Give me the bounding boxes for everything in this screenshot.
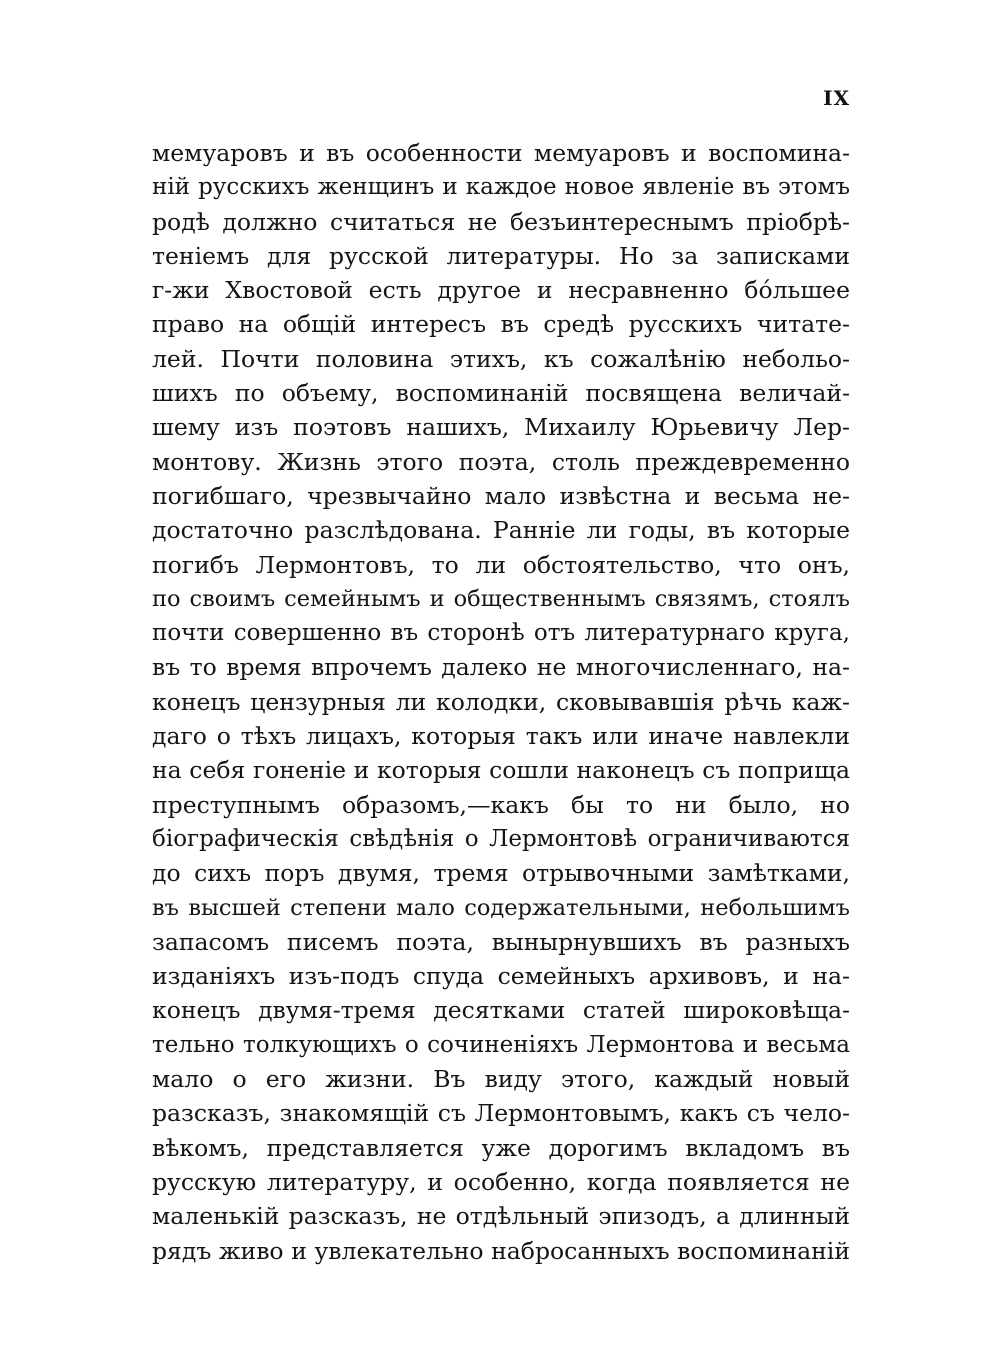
text-line: погибшаго, чрезвычайно мало извѣстна и весьма не- <box>152 481 850 510</box>
text-line: теніемъ для русской литературы. Но за записками <box>152 241 850 270</box>
text-line: право на общій интересъ въ средѣ русскихъ читате- <box>152 310 850 339</box>
text-line: преступнымъ образомъ,—какъ бы то ни было, но <box>152 790 850 819</box>
text-line: до сихъ поръ двумя, тремя отрывочными замѣтками, <box>152 859 850 888</box>
text-line: запасомъ писемъ поэта, вынырнувшихъ въ разныхъ <box>152 927 850 956</box>
text-line: рядъ живо и увлекательно набросанныхъ воспоминаній <box>152 1236 850 1265</box>
text-line: тельно толкующихъ о сочиненіяхъ Лермонтова и весьма <box>152 1031 850 1058</box>
text-line: въ высшей степени мало содержательными, небольшимъ <box>152 894 850 921</box>
text-line: шихъ по объему, воспоминаній посвящена величай- <box>152 379 850 408</box>
text-line: мало о его жизни. Въ виду этого, каждый новый <box>152 1065 850 1094</box>
text-line: родѣ должно считаться не безъинтереснымъ пріобрѣ- <box>152 207 850 236</box>
text-line: мемуаровъ и въ особенности мемуаровъ и воспомина- <box>152 139 850 167</box>
text-line: шему изъ поэтовъ нашихъ, Михаилу Юрьевичу Лер- <box>152 413 850 442</box>
text-line: маленькій разсказъ, не отдѣльный эпизодъ, а длинный <box>152 1202 850 1231</box>
text-line: даго о тѣхъ лицахъ, которыя такъ или иначе навлекли <box>152 722 850 751</box>
page-number: IX <box>823 86 850 110</box>
text-line: погибъ Лермонтовъ, то ли обстоятельство, что онъ, <box>152 550 850 579</box>
text-line: въ то время впрочемъ далеко не многочисленнаго, на- <box>152 653 850 682</box>
text-line: конецъ цензурныя ли колодки, сковывавшія рѣчь каж- <box>152 687 850 716</box>
text-line: русскую литературу, и особенно, когда появляется не <box>152 1167 850 1196</box>
text-line: разсказъ, знакомящій съ Лермонтовымъ, какъ съ чело- <box>152 1099 850 1128</box>
text-line: лей. Почти половина этихъ, къ сожалѣнію небольо- <box>152 344 850 373</box>
text-line: достаточно разслѣдована. Ранніе ли годы, въ которые <box>152 516 850 545</box>
text-line: на себя гоненіе и которыя сошли наконецъ съ поприща <box>152 756 850 785</box>
text-line: конецъ двумя-тремя десятками статей широковѣща- <box>152 996 850 1025</box>
text-line: почти совершенно въ сторонѣ отъ литературнаго круга, <box>152 620 850 647</box>
text-line: по своимъ семейнымъ и общественнымъ связямъ, стоялъ <box>152 585 850 612</box>
text-line: г-жи Хвостовой есть другое и несравненно бóльшее <box>152 276 850 305</box>
text-line: біографическія свѣдѣнія о Лермонтовѣ ограничиваются <box>152 825 850 852</box>
text-line: изданіяхъ изъ-подъ спуда семейныхъ архивовъ, и на- <box>152 962 850 991</box>
text-line: вѣкомъ, представляется уже дорогимъ вкладомъ въ <box>152 1133 850 1162</box>
body-text <box>152 136 850 1268</box>
text-line: монтову. Жизнь этого поэта, столь преждевременно <box>152 447 850 476</box>
text-line: ній русскихъ женщинъ и каждое новое явленіе въ этомъ <box>152 174 850 201</box>
